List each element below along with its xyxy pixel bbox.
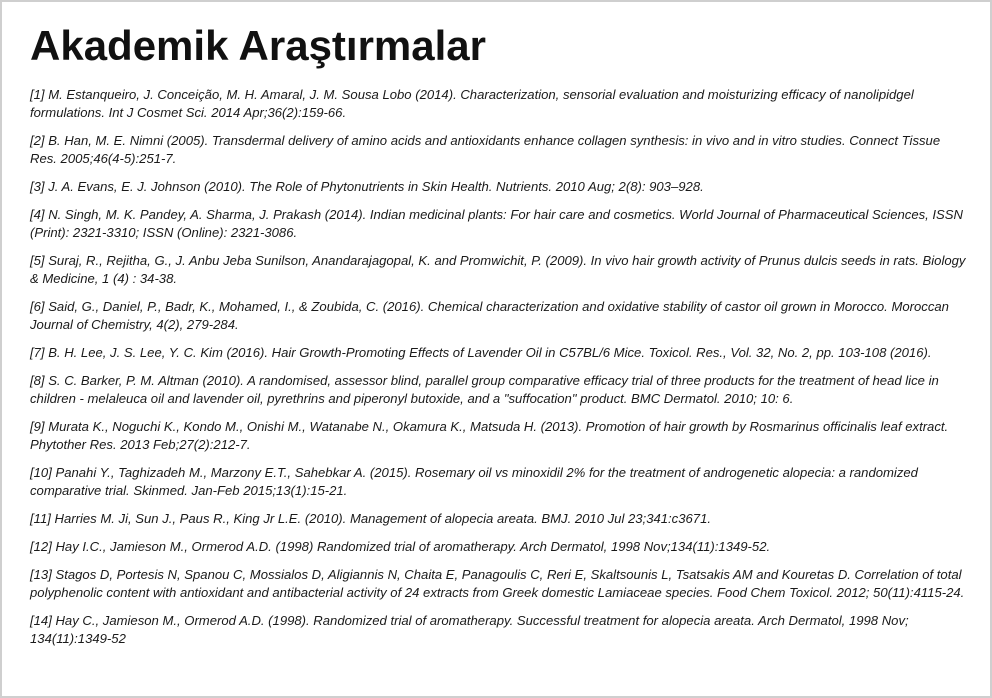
page-title: Akademik Araştırmalar	[30, 22, 487, 69]
reference-item: [4] N. Singh, M. K. Pandey, A. Sharma, J. Prakash (2014). Indian medicinal plants: For hair care and cosmetics. World Journal of Pharmaceutical Sciences, ISSN (Print): 2321-3310; ISSN (Online): 2321-3086.	[30, 207, 963, 240]
reference-item: [7] B. H. Lee, J. S. Lee, Y. C. Kim (2016). Hair Growth-Promoting Effects of Lavender Oil in C57BL/6 Mice. Toxicol. Res., Vol. 32, No. 2, pp. 103-108 (2016).	[30, 345, 932, 360]
reference-item: [11] Harries M. Ji, Sun J., Paus R., King Jr L.E. (2010). Management of alopecia areata. BMJ. 2010 Jul 23;341:c3671.	[30, 511, 711, 526]
reference-item: [12] Hay I.C., Jamieson M., Ormerod A.D. (1998) Randomized trial of aromatherapy. Arch Dermatol, 1998 Nov;134(11):1349-52.	[30, 539, 771, 554]
reference-list	[30, 86, 970, 658]
reference-item: [3] J. A. Evans, E. J. Johnson (2010). The Role of Phytonutrients in Skin Health. Nutrients. 2010 Aug; 2(8): 903–928.	[30, 179, 704, 194]
reference-item: [9] Murata K., Noguchi K., Kondo M., Onishi M., Watanabe N., Okamura K., Matsuda H. (2013). Promotion of hair growth by Rosmarinus officinalis leaf extract. Phytother Res. 2013 Feb;27(2):212-7.	[30, 419, 949, 452]
reference-item: [14] Hay C., Jamieson M., Ormerod A.D. (1998). Randomized trial of aromatherapy. Successful treatment for alopecia areata. Arch Dermatol, 1998 Nov; 134(11):1349-52	[30, 613, 909, 646]
reference-item: [8] S. C. Barker, P. M. Altman (2010). A randomised, assessor blind, parallel group comparative efficacy trial of three products for the treatment of head lice in children - melaleuca oil and lavender oil, pyrethrins and piperonyl butoxide, and a "suffocation" product. BMC Dermatol. 2010; 10: 6.	[30, 373, 939, 406]
reference-item: [13] Stagos D, Portesis N, Spanou C, Mossialos D, Aligiannis N, Chaita E, Panagoulis C, Reri E, Skaltsounis L, Tsatsakis AM and Kouretas D. Correlation of total polyphenolic content with antioxidant and antibacterial activity of 24 extracts from Greek domestic Lamiaceae species. Food Chem Toxicol. 2012; 50(11):4115-24.	[30, 567, 965, 600]
reference-item: [5] Suraj, R., Rejitha, G., J. Anbu Jeba Sunilson, Anandarajagopal, K. and Promwichit, P. (2009). In vivo hair growth activity of Prunus dulcis seeds in rats. Biology & Medicine, 1 (4) : 34-38.	[30, 253, 966, 286]
reference-item: [6] Said, G., Daniel, P., Badr, K., Mohamed, I., & Zoubida, C. (2016). Chemical characterization and oxidative stability of castor oil grown in Morocco. Moroccan Journal of Chemistry, 4(2), 279-284.	[30, 299, 949, 332]
reference-item: [2] B. Han, M. E. Nimni (2005). Transdermal delivery of amino acids and antioxidants enhance collagen synthesis: in vivo and in vitro studies. Connect Tissue Res. 2005;46(4-5):251-7.	[30, 133, 941, 166]
reference-item: [1] M. Estanqueiro, J. Conceição, M. H. Amaral, J. M. Sousa Lobo (2014). Characterization, sensorial evaluation and moisturizing efficacy of nanolipidgel formulations. Int J Cosmet Sci. 2014 Apr;36(2):159-66.	[30, 87, 914, 120]
reference-item: [10] Panahi Y., Taghizadeh M., Marzony E.T., Sahebkar A. (2015). Rosemary oil vs minoxidil 2% for the treatment of androgenetic alopecia: a randomized comparative trial. Skinmed. Jan-Feb 2015;13(1):15-21.	[30, 465, 918, 498]
